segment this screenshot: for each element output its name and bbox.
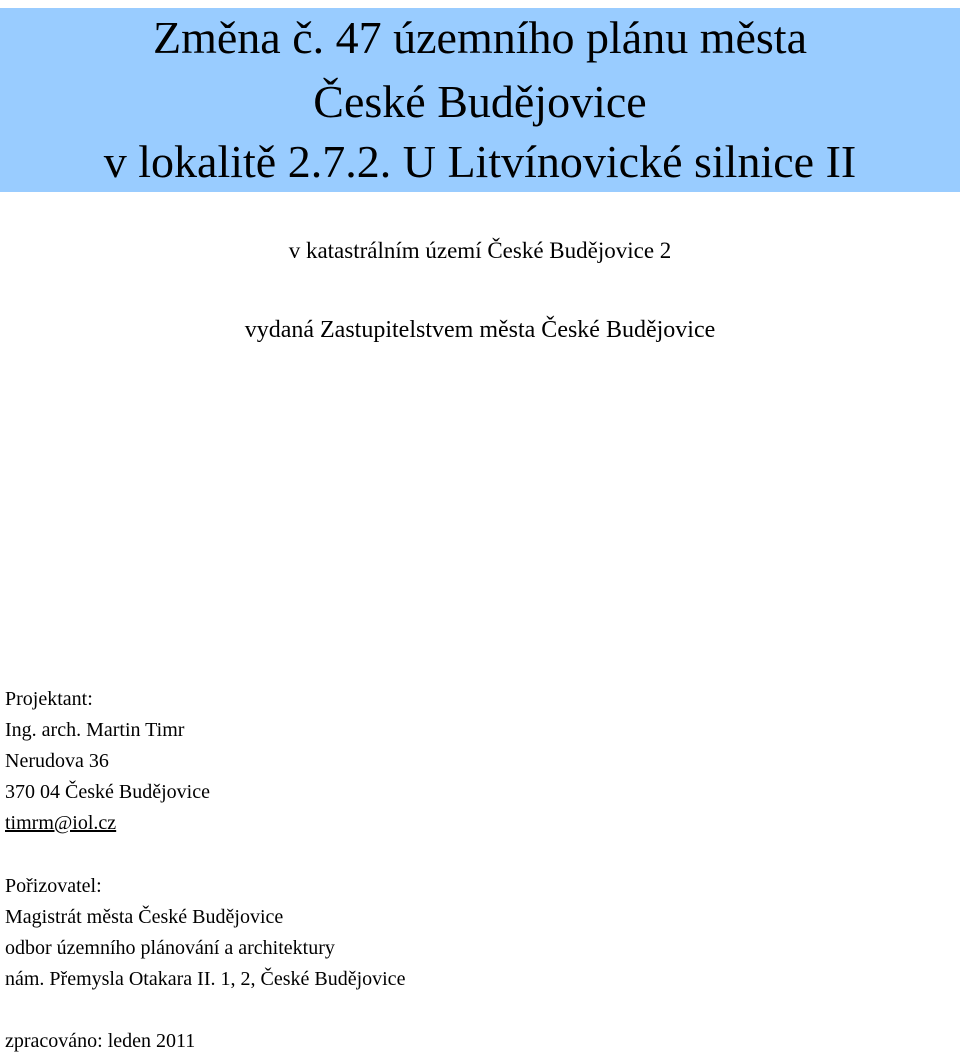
document-title-line-1: Změna č. 47 územního plánu města bbox=[152, 12, 808, 63]
document-title-line-3: v lokalitě 2.7.2. U Litvínovické silnice II bbox=[103, 136, 857, 187]
document-title-line-2: České Budějovice bbox=[313, 76, 647, 127]
projektant-block bbox=[5, 684, 210, 839]
projektant-email-line bbox=[5, 808, 210, 839]
porizovatel-address: nám. Přemysla Otakara II. 1, 2, České Budějovice bbox=[5, 968, 406, 990]
projektant-name: Ing. arch. Martin Timr bbox=[5, 719, 185, 741]
processed-date: zpracováno: leden 2011 bbox=[5, 1030, 196, 1052]
projektant-city: 370 04 České Budějovice bbox=[5, 781, 210, 803]
processed-date-block bbox=[5, 1026, 195, 1057]
porizovatel-block bbox=[5, 871, 405, 995]
projektant-street: Nerudova 36 bbox=[5, 750, 109, 772]
porizovatel-label: Pořizovatel: bbox=[5, 875, 102, 897]
projektant-email-link[interactable]: timrm@iol.cz bbox=[5, 812, 117, 834]
porizovatel-org: Magistrát města České Budějovice bbox=[5, 906, 284, 928]
projektant-label: Projektant: bbox=[5, 688, 93, 710]
cadastral-area: v katastrálním území České Budějovice 2 bbox=[288, 238, 672, 263]
porizovatel-department: odbor územního plánování a architektury bbox=[5, 937, 335, 959]
issued-by: vydaná Zastupitelstvem města České Budějovice bbox=[244, 317, 716, 343]
